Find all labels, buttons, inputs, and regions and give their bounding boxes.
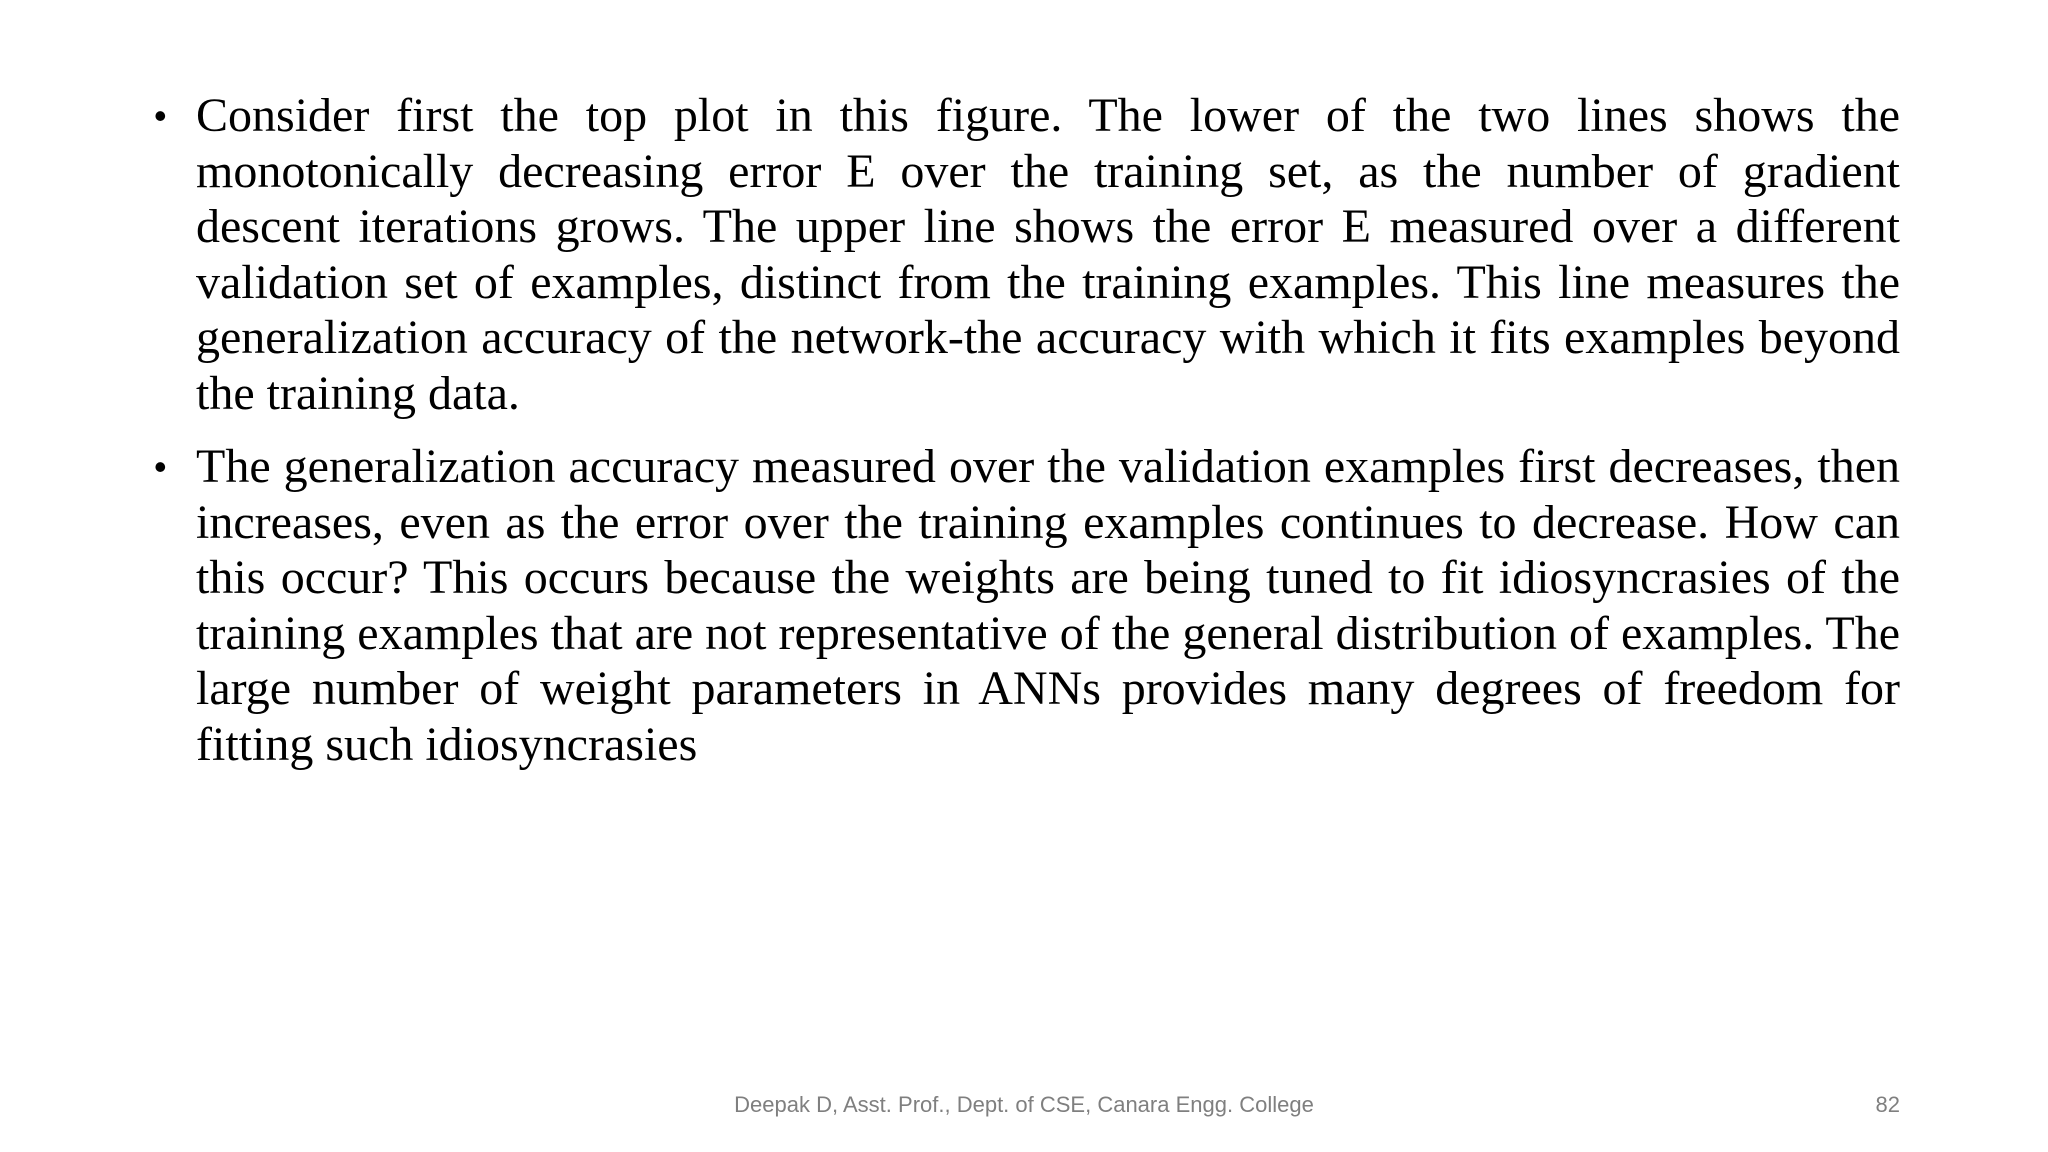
slide-content xyxy=(150,88,1900,790)
page-number: 82 xyxy=(1875,1092,1900,1117)
bullet-list xyxy=(150,88,1900,772)
bullet-icon: • xyxy=(154,446,167,487)
bullet-text-1: Consider first the top plot in this figure. The lower of the two lines shows the monotonically decreasing error E over the training set, as the number of gradient descent iterations grows. The upper line shows the error E measured over a different validation set of examples, distinct from the training examples. This line measures the generalization accuracy of the network-the accuracy with which it fits examples beyond the training data. xyxy=(196,89,1900,420)
footer-credit: Deepak D, Asst. Prof., Dept. of CSE, Canara Engg. College xyxy=(734,1092,1314,1117)
bullet-item-1 xyxy=(150,88,1900,421)
bullet-item-2 xyxy=(150,439,1900,772)
bullet-text-2: The generalization accuracy measured over the validation examples first decreases, then increases, even as the error over the training examples continues to decrease. How can this occur? This occurs because the weights are being tuned to fit idiosyncrasies of the training examples that are not representative of the general distribution of examples. The large number of weight parameters in ANNs provides many degrees of freedom for fitting such idiosyncrasies xyxy=(196,440,1900,771)
bullet-icon: • xyxy=(154,95,167,136)
slide-footer xyxy=(0,1092,2048,1122)
